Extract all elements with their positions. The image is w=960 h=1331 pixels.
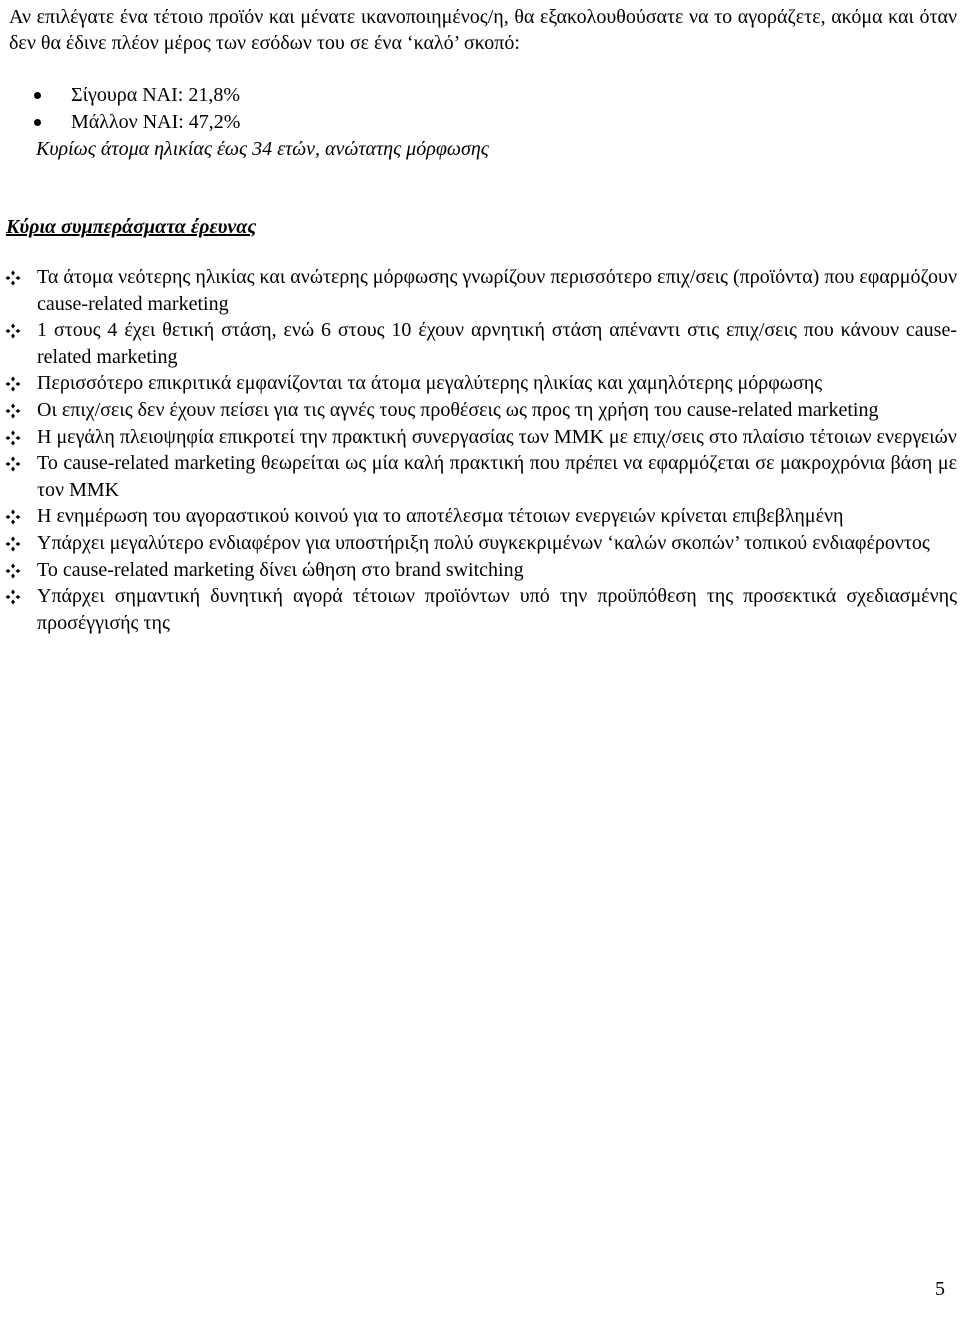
diamond-bullet-icon <box>5 430 21 446</box>
finding-text: Οι επιχ/σεις δεν έχουν πείσει για τις αγνές τους προθέσεις ως προς τη χρήση του cause-related marketing <box>37 398 879 421</box>
finding-text: Το cause-related marketing δίνει ώθηση στο brand switching <box>37 558 524 581</box>
intro-question: Αν επιλέγατε ένα τέτοιο προϊόν και μένατε ικανοποιημένος/η, θα εξακολουθούσατε να το αγοράζετε, ακόμα και όταν δεν θα έδινε πλέον μέρος των εσόδων του σε ένα ‘καλό’ σκοπό: <box>9 6 957 54</box>
diamond-bullet-icon <box>5 536 21 552</box>
section-title: Κύρια συμπεράσματα έρευνας <box>6 216 257 238</box>
diamond-bullet-icon <box>5 509 21 525</box>
list-item <box>34 82 240 109</box>
bullet-icon <box>34 119 41 126</box>
finding-text: Τα άτομα νεότερης ηλικίας και ανώτερης μόρφωσης γνωρίζουν περισσότερο επιχ/σεις (προϊόντα) που εφαρμόζουν cause-related marketing <box>37 266 957 315</box>
list-item <box>5 397 957 424</box>
diamond-bullet-icon <box>5 563 21 579</box>
answer-text: Μάλλον ΝΑΙ: 47,2% <box>71 111 241 133</box>
list-item <box>5 530 957 557</box>
list-item <box>5 450 957 503</box>
diamond-bullet-icon <box>5 270 21 286</box>
diamond-bullet-icon <box>5 403 21 419</box>
finding-text: Υπάρχει σημαντική δυνητική αγορά τέτοιων προϊόντων υπό την προϋπόθεση της προσεκτικά σχεδιασμένης προσέγγισής της <box>37 585 957 634</box>
finding-text: Υπάρχει μεγαλύτερο ενδιαφέρον για υποστήριξη πολύ συγκεκριμένων ‘καλών σκοπών’ τοπικού ενδιαφέροντος <box>37 531 930 554</box>
bullet-icon <box>34 92 41 99</box>
list-item <box>5 264 957 317</box>
answer-text: Σίγουρα ΝΑΙ: 21,8% <box>71 84 240 106</box>
list-item <box>5 583 957 636</box>
finding-text: Περισσότερο επικριτικά εμφανίζονται τα άτομα μεγαλύτερης ηλικίας και χαμηλότερης μόρφωσης <box>37 372 823 395</box>
finding-text: Το cause-related marketing θεωρείται ως μία καλή πρακτική που πρέπει να εφαρμόζεται σε μακροχρόνια βάση με τον ΜΜΚ <box>37 452 957 501</box>
list-item <box>5 557 957 584</box>
diamond-bullet-icon <box>5 456 21 472</box>
diamond-bullet-icon <box>5 589 21 605</box>
page-number: 5 <box>935 1278 945 1300</box>
list-item <box>5 370 957 397</box>
list-item <box>34 109 240 136</box>
answer-list <box>34 82 240 136</box>
findings-list <box>5 264 957 636</box>
list-item <box>5 424 957 451</box>
diamond-bullet-icon <box>5 323 21 339</box>
list-item <box>5 503 957 530</box>
diamond-bullet-icon <box>5 376 21 392</box>
finding-text: 1 στους 4 έχει θετική στάση, ενώ 6 στους 10 έχουν αρνητική στάση απέναντι στις επιχ/σεις που κάνουν cause-related marketing <box>37 319 957 368</box>
finding-text: Η ενημέρωση του αγοραστικού κοινού για το αποτέλεσμα τέτοιων ενεργειών κρίνεται επιβεβλημένη <box>37 505 844 528</box>
finding-text: Η μεγάλη πλειοψηφία επικροτεί την πρακτική συνεργασίας των ΜΜΚ με επιχ/σεις στο πλαίσιο τέτοιων ενεργειών <box>37 425 957 448</box>
answer-note: Κυρίως άτομα ηλικίας έως 34 ετών, ανώτατης μόρφωσης <box>36 138 489 160</box>
list-item <box>5 317 957 370</box>
